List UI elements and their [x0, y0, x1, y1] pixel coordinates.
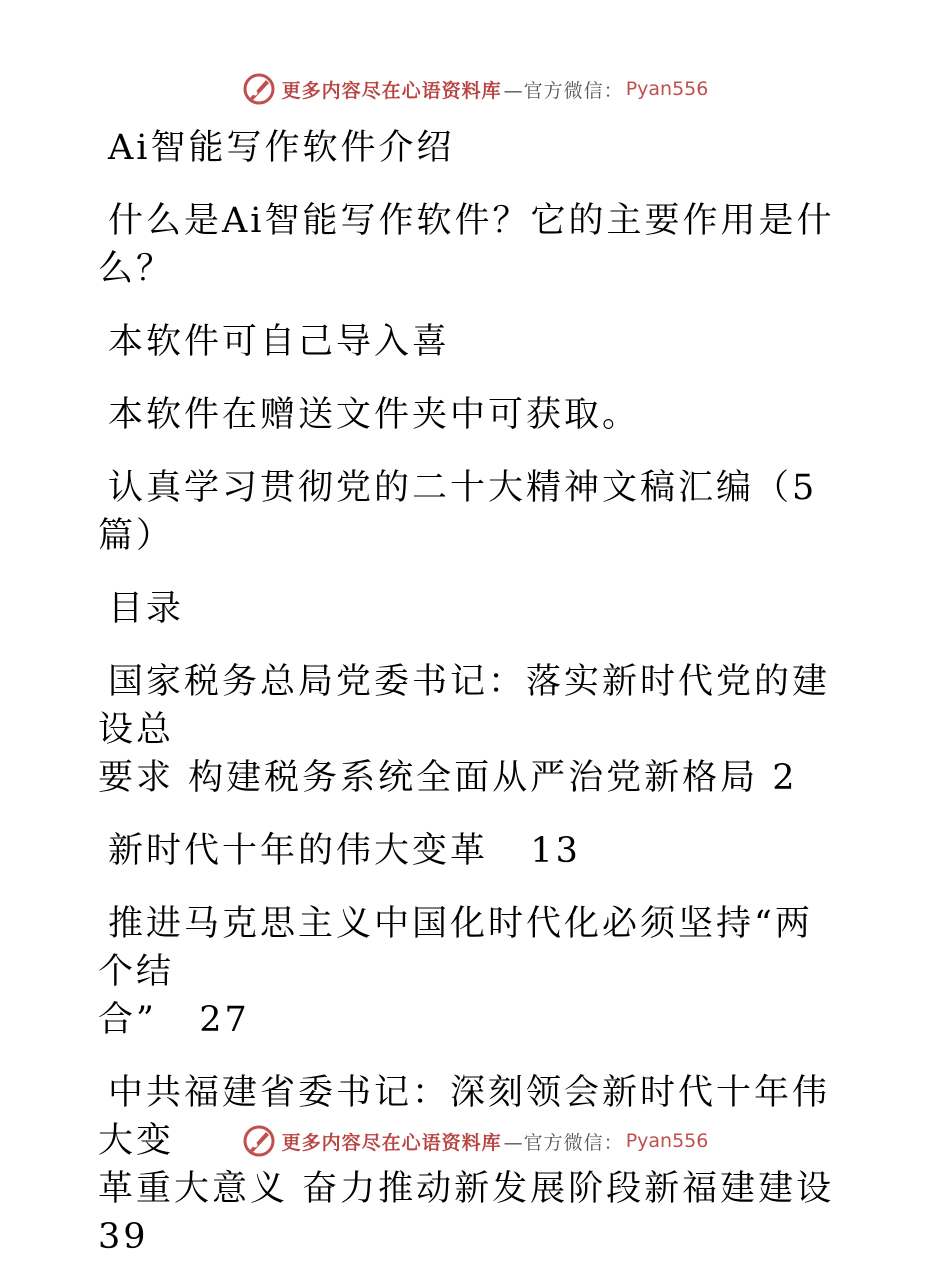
watermark-account: Pyan556 — [625, 1130, 709, 1152]
intro-import-note: 本软件可自己导入喜 — [108, 322, 451, 362]
logo-icon — [242, 72, 276, 106]
document-title: Ai智能写作软件介绍 — [108, 128, 455, 168]
watermark-footer — [0, 1124, 950, 1158]
toc-entry-line: 中共福建省委书记：深刻领会新时代十年伟大变 — [98, 1073, 831, 1161]
logo-icon — [242, 1124, 276, 1158]
watermark-header — [0, 72, 950, 106]
toc-entry-3[interactable] — [98, 900, 838, 1044]
toc-entry-line: 要求 构建税务系统全面从严治党新格局 2 — [98, 758, 798, 798]
document-body — [98, 124, 838, 1286]
toc-entry-4[interactable] — [98, 1069, 838, 1261]
intro-question: 什么是Ai智能写作软件？它的主要作用是什么？ — [98, 201, 835, 289]
watermark-account: Pyan556 — [625, 78, 709, 100]
toc-entry-line: 国家税务总局党委书记：落实新时代党的建设总 — [98, 662, 831, 750]
watermark-separator: —官方微信： — [503, 1131, 624, 1154]
toc-heading: 目录 — [108, 589, 185, 629]
toc-entry-line: 革重大意义 奋力推动新发展阶段新福建建设39 — [98, 1169, 835, 1257]
toc-entry-1[interactable] — [98, 658, 838, 802]
toc-entry-line: 推进马克思主义中国化时代化必须坚持“两个结 — [98, 904, 813, 992]
collection-title: 认真学习贯彻党的二十大精神文稿汇编（5篇） — [98, 468, 818, 556]
watermark-brand: 更多内容尽在心语资料库 — [281, 1131, 502, 1154]
watermark-separator: —官方微信： — [503, 79, 624, 102]
toc-entry-2[interactable] — [98, 827, 838, 875]
toc-entry-line: 新时代十年的伟大变革 13 — [108, 831, 581, 871]
watermark-brand: 更多内容尽在心语资料库 — [281, 79, 502, 102]
intro-download-note: 本软件在赠送文件夹中可获取。 — [108, 395, 641, 435]
toc-entry-line: 合” 27 — [98, 1000, 250, 1040]
